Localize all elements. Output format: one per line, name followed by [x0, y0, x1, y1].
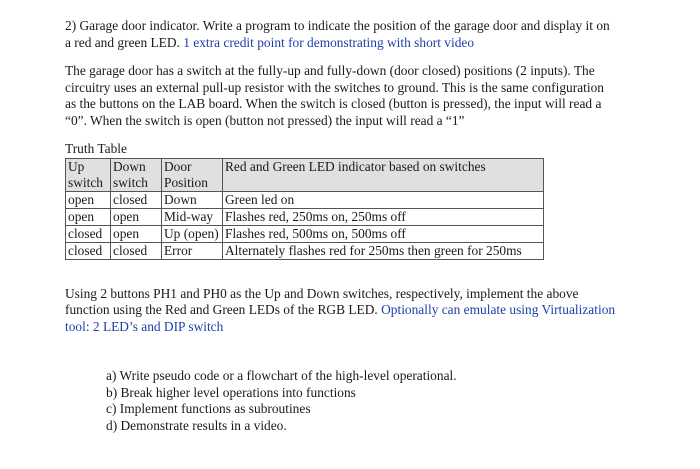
implementation-line: Using 2 buttons PH1 and PH0 as the Up and Down switches, respectively, implement the above [65, 285, 579, 301]
cell-up: open [66, 191, 111, 208]
cell-down: open [111, 225, 162, 242]
list-item: a) Write pseudo code or a flowchart of the high-level operational. [106, 368, 457, 383]
truth-table-caption: Truth Table [65, 141, 127, 156]
cell-up: closed [66, 225, 111, 242]
implementation-paragraph [65, 286, 693, 336]
implementation-line: function using the Red and Green LEDs of the RGB LED. [65, 302, 382, 317]
header-up-switch [66, 158, 111, 191]
list-item: d) Demonstrate results in a video. [106, 417, 287, 433]
question-title-line1: 2) Garage door indicator. Write a program to indicate the position of the garage door and display it on [65, 18, 610, 33]
header-down-switch [111, 158, 162, 191]
list-item: b) Break higher level operations into functions [106, 384, 356, 400]
question-title [65, 18, 693, 51]
virtualization-note: Optionally can emulate using Virtualization [381, 302, 616, 317]
cell-led: Flashes red, 250ms on, 250ms off [223, 208, 544, 225]
cell-up: closed [66, 242, 111, 259]
description-line: circuitry uses an external pull-up resistor with the switches to ground. This is the same configuration [65, 79, 604, 95]
description-line: The garage door has a switch at the fully-up and fully-down (door closed) positions (2 inputs). The [65, 63, 595, 78]
header-led-indicator: Red and Green LED indicator based on switches [223, 158, 544, 191]
table-row [66, 225, 544, 242]
cell-down: open [111, 208, 162, 225]
header-door-line1: Door [164, 158, 192, 174]
cell-down: closed [111, 191, 162, 208]
task-list [106, 368, 693, 434]
description-line: “0”. When the switch is open (button not pressed) the input will read a “1” [65, 112, 465, 128]
header-up-line1: Up [68, 158, 85, 174]
header-up-line2: switch [68, 174, 103, 190]
cell-door: Up (open) [162, 225, 223, 242]
header-down-line1: Down [113, 158, 146, 174]
cell-door: Down [162, 191, 223, 208]
table-row [66, 191, 544, 208]
document-page [65, 10, 693, 434]
description-line: as the buttons on the LAB board. When the switch is closed (button is pressed), the input will read a [65, 96, 602, 111]
cell-led: Green led on [223, 191, 544, 208]
question-title-line2: a red and green LED. [65, 34, 184, 50]
extra-credit-note: 1 extra credit point for demonstrating with short video [183, 34, 475, 50]
cell-led: Alternately flashes red for 250ms then green for 250ms [223, 242, 544, 259]
cell-up: open [66, 208, 111, 225]
table-row [66, 242, 544, 259]
header-down-line2: switch [113, 174, 148, 190]
virtualization-note-cont: tool: 2 LED’s and DIP switch [65, 318, 224, 334]
truth-table [65, 158, 544, 260]
cell-door: Mid-way [162, 208, 223, 225]
cell-down: closed [111, 242, 162, 259]
header-door-line2: Position [164, 174, 208, 190]
cell-led: Flashes red, 500ms on, 500ms off [223, 225, 544, 242]
description-paragraph [65, 63, 693, 129]
table-row [66, 208, 544, 225]
list-item: c) Implement functions as subroutines [106, 401, 311, 416]
cell-door: Error [162, 242, 223, 259]
truth-table-header-row [66, 158, 544, 191]
header-door-position [162, 158, 223, 191]
